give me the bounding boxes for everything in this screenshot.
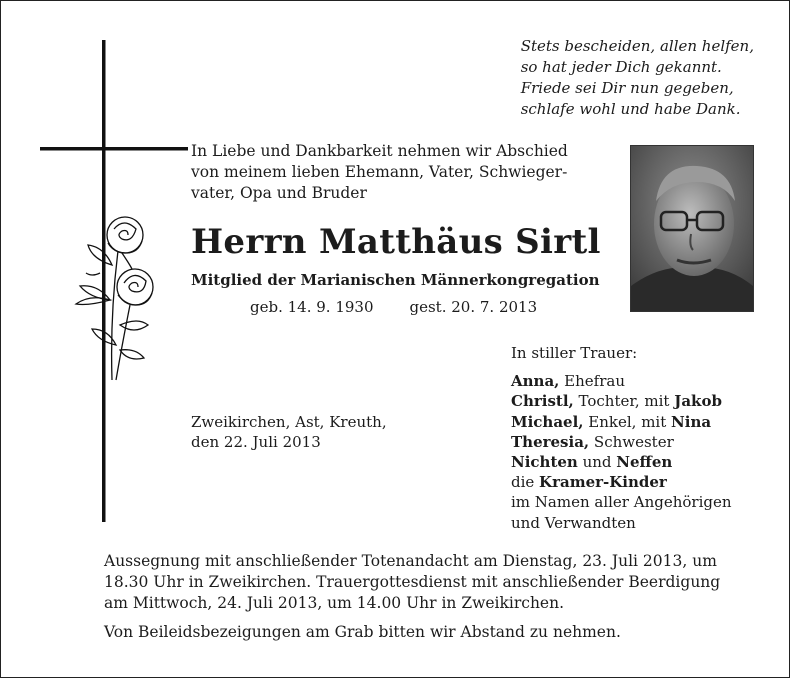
life-dates: [250, 298, 537, 316]
mourner-line: [511, 432, 732, 452]
mourner-line: [511, 472, 732, 492]
intro-line: von meinem lieben Ehemann, Vater, Schwieger-: [191, 163, 568, 181]
mourner-line: [511, 513, 732, 533]
mourner-line: [511, 492, 732, 512]
mourner-name: Nina: [671, 412, 712, 431]
mourner-line: [511, 391, 732, 411]
mourner-relation: Enkel, mit: [583, 412, 672, 431]
poem-line: Friede sei Dir nun gegeben,: [520, 79, 734, 97]
funeral-notice: [104, 551, 764, 651]
mourner-name: Anna,: [511, 372, 560, 391]
mourner-relation: die: [511, 473, 540, 492]
mourner-name: Michael,: [511, 412, 584, 431]
mourner-relation: und: [577, 453, 617, 472]
mourner-name: Neffen: [616, 453, 673, 472]
service-line: am Mittwoch, 24. Juli 2013, um 14.00 Uhr in Zweikirchen.: [104, 594, 565, 612]
poem-line: schlafe wohl und habe Dank.: [520, 100, 741, 118]
mourners-list: [511, 343, 732, 533]
place-date: [191, 412, 387, 452]
service-line: Aussegnung mit anschließender Totenandacht am Dienstag, 23. Juli 2013, um: [104, 552, 717, 570]
mourner-relation: und Verwandten: [511, 513, 636, 532]
mourner-relation: Ehefrau: [559, 372, 625, 391]
intro-line: In Liebe und Dankbarkeit nehmen wir Abschied: [191, 142, 568, 160]
mourner-name: Theresia,: [511, 432, 590, 451]
birth-date: geb. 14. 9. 1930: [250, 298, 374, 316]
poem-line: so hat jeder Dich gekannt.: [520, 58, 722, 76]
mourner-name: Kramer-Kinder: [539, 473, 667, 492]
mourners-title: In stiller Trauer:: [511, 344, 638, 362]
mourner-line: [511, 371, 732, 391]
poem-line: Stets bescheiden, allen helfen,: [520, 37, 754, 55]
service-info: [104, 551, 764, 614]
intro-text: [191, 141, 621, 204]
place-line: Zweikirchen, Ast, Kreuth,: [191, 413, 387, 431]
mourner-relation: Tochter, mit: [573, 392, 675, 411]
deceased-name: Herrn Matthäus Sirtl: [191, 222, 601, 262]
mourner-name: Christl,: [511, 392, 574, 411]
roses-icon: [60, 205, 170, 385]
mourner-name: Nichten: [511, 453, 578, 472]
membership: Mitglied der Marianischen Männerkongregation: [191, 271, 600, 289]
condolence-request: Von Beileidsbezeigungen am Grab bitten wir Abstand zu nehmen.: [104, 623, 621, 641]
mourner-line: [511, 452, 732, 472]
portrait-photo: [630, 145, 754, 312]
service-line: 18.30 Uhr in Zweikirchen. Trauergottesdienst mit anschließender Beerdigung: [104, 573, 721, 591]
mourner-relation: im Namen aller Angehörigen: [511, 493, 732, 512]
mourner-name: Jakob: [674, 392, 722, 411]
mourner-line: [511, 412, 732, 432]
mourner-relation: Schwester: [589, 432, 674, 451]
date-line: den 22. Juli 2013: [191, 433, 321, 451]
death-date: gest. 20. 7. 2013: [409, 298, 538, 316]
poem: [521, 36, 754, 120]
intro-line: vater, Opa und Bruder: [191, 184, 367, 202]
